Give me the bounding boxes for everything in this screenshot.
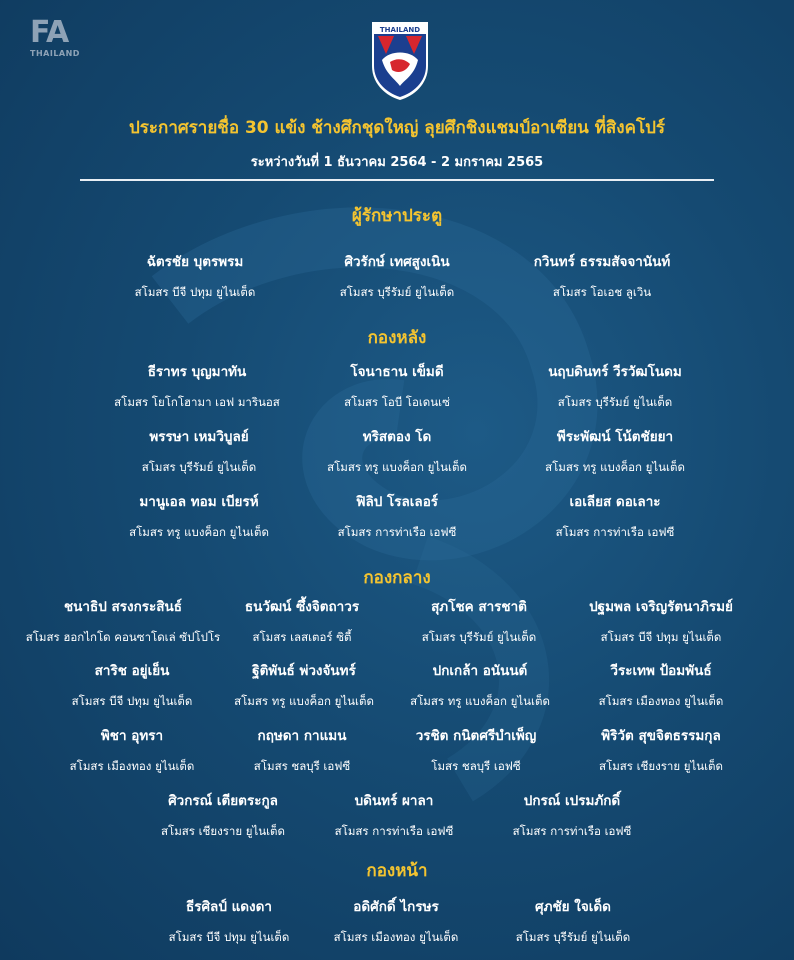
player-name: ปฐมพล เจริญรัตนาภิรมย์ xyxy=(589,599,733,615)
player-club: สโมสร บีจี ปทุม ยูไนเต็ด xyxy=(71,694,193,708)
player-name: กฤษดา กาแมน xyxy=(257,728,347,744)
player-card xyxy=(500,360,730,412)
fa-logo-subtext: THAILAND xyxy=(30,49,80,58)
player-club: สโมสร เมืองทอง ยูไนเต็ด xyxy=(598,694,724,708)
fa-thailand-logo xyxy=(30,15,82,62)
player-name: ธนวัฒน์ ซึ้งจิตถาวร xyxy=(244,599,360,615)
player-club: สโมสร ทรู แบงค็อก ยูไนเต็ด xyxy=(410,694,550,708)
player-name: อดิศักดิ์ ไกรษร xyxy=(353,899,439,915)
fa-logo-text: FA xyxy=(30,15,69,50)
player-name: พิชา อุทรา xyxy=(100,728,164,744)
player-name: บดินทร์ ผาลา xyxy=(354,793,434,809)
player-name: สุภโชค สารชาติ xyxy=(431,599,527,615)
player-club: สโมสร บุรีรัมย์ ยูไนเต็ด xyxy=(557,395,673,409)
player-club: สโมสร เมืองทอง ยูไนเต็ด xyxy=(333,930,459,944)
player-club: สโมสร เชียงราย ยูไนเต็ด xyxy=(161,824,285,838)
player-name: พิริวัต สุขจิตธรรมกุล xyxy=(601,728,721,744)
player-name: ฉัตรชัย บุตรพรม xyxy=(146,254,244,270)
player-name: มานูเอล ทอม เบียรห์ xyxy=(139,494,259,510)
player-card xyxy=(487,250,717,302)
player-name: ทริสตอง โด xyxy=(362,429,432,445)
player-name: นฤบดินทร์ วีรวัฒโนดม xyxy=(548,364,682,380)
player-club: สโมสร การท่าเรือ เอฟซี xyxy=(337,525,457,539)
player-club: สโมสร ฮอกไกโด คอนซาโดเล่ ซัปโปโร xyxy=(25,630,221,644)
player-name: ปกเกล้า อนันนต์ xyxy=(432,663,528,679)
section-title-goalkeepers: ผู้รักษาประตู xyxy=(351,206,443,226)
player-name: ฟิลิป โรลเลอร์ xyxy=(355,494,439,510)
player-name: วีระเทพ ป้อมพันธ์ xyxy=(610,663,712,679)
player-club: สโมสร บีจี ปทุม ยูไนเต็ด xyxy=(600,630,722,644)
thailand-crest-logo xyxy=(368,20,432,102)
player-club: สโมสร ทรู แบงค็อก ยูไนเต็ด xyxy=(327,460,467,474)
player-club: สโมสร ทรู แบงค็อก ยูไนเต็ด xyxy=(234,694,374,708)
player-name: ศุภชัย ใจเด็ด xyxy=(535,899,611,915)
player-name: พรรษา เหมวิบูลย์ xyxy=(149,429,249,445)
player-name: ธีรศิลป์ แดงดา xyxy=(185,899,272,915)
player-card xyxy=(282,360,512,412)
section-title-defenders: กองหลัง xyxy=(367,328,427,348)
player-card xyxy=(282,490,512,542)
player-card xyxy=(500,490,730,542)
player-name: ศิวรักษ์ เทศสูงเนิน xyxy=(344,254,450,270)
player-name: ศิวกรณ์ เตียตระกูล xyxy=(168,793,278,809)
player-club: สโมสร เมืองทอง ยูไนเต็ด xyxy=(69,759,195,773)
player-club: สโมสร โยโกโฮามา เอฟ มารินอส xyxy=(114,395,280,409)
player-club: สโมสร การท่าเรือ เอฟซี xyxy=(555,525,675,539)
player-club: โมสร ชลบุรี เอฟซี xyxy=(431,759,521,773)
player-name: ธีราทร บุญมาทัน xyxy=(147,364,247,380)
player-club: สโมสร ทรู แบงค็อก ยูไนเต็ด xyxy=(545,460,685,474)
header-divider xyxy=(80,179,714,181)
player-club: สโมสร บุรีรัมย์ ยูไนเต็ด xyxy=(141,460,257,474)
player-card xyxy=(546,595,776,647)
section-title-midfielders: กองกลาง xyxy=(363,568,431,588)
player-name: สาริช อยู่เย็น xyxy=(94,663,170,679)
player-card xyxy=(84,425,314,477)
player-card xyxy=(84,490,314,542)
player-name: ฐิติพันธ์ พ่วงจันทร์ xyxy=(252,663,356,679)
player-club: สโมสร โอบี โอเดนเซ่ xyxy=(344,395,450,409)
player-name: เอเลียส ดอเลาะ xyxy=(569,494,661,510)
player-card xyxy=(458,895,688,947)
player-club: สโมสร ชลบุรี เอฟซี xyxy=(253,759,351,773)
player-card xyxy=(282,425,512,477)
player-name: ชนาธิป สรงกระสินธ์ xyxy=(64,599,182,615)
player-club: สโมสร บุรีรัมย์ ยูไนเต็ด xyxy=(339,285,455,299)
page-title: ประกาศรายชื่อ 30 แข้ง ช้างศึกชุดใหญ่ ลุยศึกชิงแชมป์อาเซียน ที่สิงคโปร์ xyxy=(128,118,666,138)
player-card xyxy=(546,724,776,776)
player-card xyxy=(82,360,312,412)
player-card xyxy=(500,425,730,477)
player-club: สโมสร บีจี ปทุม ยูไนเต็ด xyxy=(134,285,256,299)
player-card xyxy=(80,250,310,302)
date-range-subtitle: ระหว่างวันที่ 1 ธันวาคม 2564 - 2 มกราคม 2565 xyxy=(250,155,544,170)
player-club: สโมสร เชียงราย ยูไนเต็ด xyxy=(599,759,723,773)
player-club: สโมสร บีจี ปทุม ยูไนเต็ด xyxy=(168,930,290,944)
player-club: สโมสร บุรีรัมย์ ยูไนเต็ด xyxy=(421,630,537,644)
player-card xyxy=(457,789,687,841)
player-club: สโมสร การท่าเรือ เอฟซี xyxy=(334,824,454,838)
player-name: วรชิต กนิตศรีบำเพ็ญ xyxy=(415,728,537,744)
player-club: สโมสร ทรู แบงค็อก ยูไนเต็ด xyxy=(129,525,269,539)
player-name: โจนาธาน เข็มดี xyxy=(350,364,444,380)
player-club: สโมสร เลสเตอร์ ซิตี้ xyxy=(252,630,352,644)
player-club: สโมสร บุรีรัมย์ ยูไนเต็ด xyxy=(515,930,631,944)
player-club: สโมสร การท่าเรือ เอฟซี xyxy=(512,824,632,838)
player-name: ปกรณ์ เปรมภักดิ์ xyxy=(523,793,621,809)
player-card xyxy=(282,250,512,302)
crest-text: THAILAND xyxy=(379,26,421,34)
player-card xyxy=(546,659,776,711)
section-title-forwards: กองหน้า xyxy=(366,861,428,881)
player-name: กวินทร์ ธรรมสัจจานันท์ xyxy=(533,254,671,270)
player-name: พีระพัฒน์ โน้ตชัยยา xyxy=(556,429,674,445)
player-club: สโมสร โอเอช ลูเวิน xyxy=(552,285,652,299)
